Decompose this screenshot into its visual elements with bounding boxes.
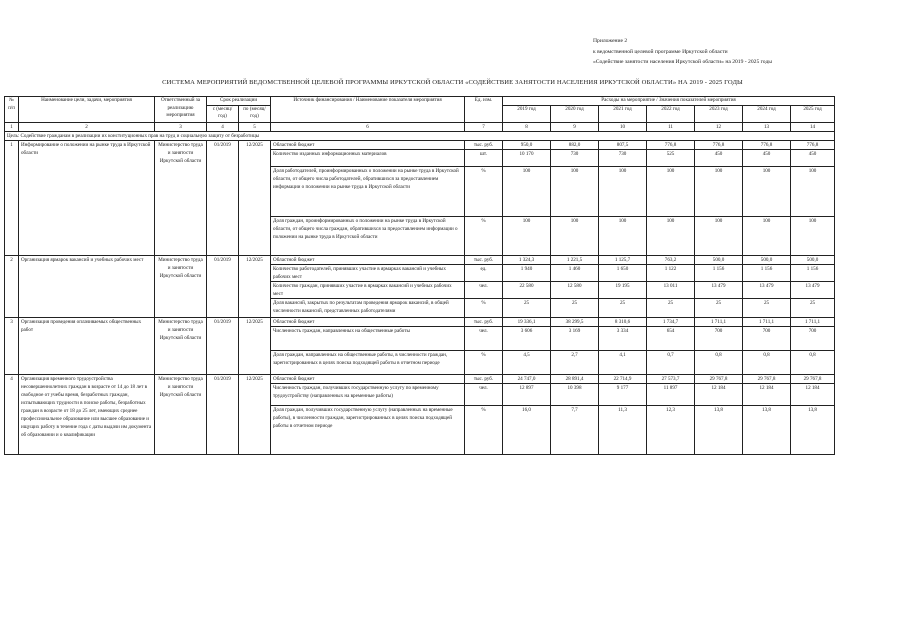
- header-name: Наименование цели, задачи, мероприятия: [19, 97, 155, 123]
- indicator-value: 730: [599, 149, 647, 166]
- indicator-value: 22 714,9: [599, 374, 647, 383]
- indicator-value: 500,0: [791, 255, 835, 264]
- indicator-name: Областной бюджет: [271, 140, 465, 149]
- indicator-value: 100: [551, 166, 599, 216]
- indicator-value: 10 170: [503, 149, 551, 166]
- header-year: 2020 год: [551, 105, 599, 122]
- header-year: 2023 год: [695, 105, 743, 122]
- item-term-to: 12/2025: [239, 140, 271, 255]
- indicator-value: 25: [743, 298, 791, 317]
- indicator-value: 1 734,7: [647, 317, 695, 326]
- item-name: Организация временного трудоустройства несовершеннолетних граждан в возрасте от 14 до 18 лет в свободное от учебы время, безработных граждан, испытывающих трудности в поиске работы, безработных граждан в возрасте от 18 до 25 лет, имеющих среднее профессиональное образование или высшее образование и ищущих работу в течение года с даты выдачи им документа об образовании и о квалификации: [19, 374, 155, 454]
- header-unit: Ед. изм.: [465, 97, 503, 123]
- indicator-value: 12 184: [695, 383, 743, 405]
- appendix-note: [593, 36, 893, 68]
- indicator-unit: тыс. руб.: [465, 255, 503, 264]
- indicator-value: 700: [791, 326, 835, 350]
- indicator-name: Численность граждан, получивших государственную услугу по временному трудоустройству (направленных на временные работы): [271, 383, 465, 405]
- indicator-value: 11 897: [647, 383, 695, 405]
- indicator-value: 10 398: [551, 383, 599, 405]
- indicator-value: 13,8: [791, 405, 835, 454]
- item-term-to: 12/2025: [239, 374, 271, 454]
- indicator-value: 1 221,5: [551, 255, 599, 264]
- item-number: 4: [5, 374, 19, 454]
- indicator-value: 29 767,8: [743, 374, 791, 383]
- indicator-unit: %: [465, 350, 503, 374]
- indicator-value: 12 184: [791, 383, 835, 405]
- column-number: 4: [207, 122, 239, 131]
- indicator-value: 100: [599, 166, 647, 216]
- indicator-name: Доля вакансий, закрытых по результатам проведения ярмарок вакансий, в общей численности вакансий, представленных работодателями: [271, 298, 465, 317]
- column-number: 12: [695, 122, 743, 131]
- indicator-value: 100: [791, 216, 835, 255]
- indicator-value: 19 195: [599, 281, 647, 298]
- indicator-value: 500,0: [743, 255, 791, 264]
- column-number: 13: [743, 122, 791, 131]
- appendix-line-3: «Содействие занятости населения Иркутской области» на 2019 - 2025 годы: [593, 59, 773, 65]
- indicator-value: 100: [647, 166, 695, 216]
- indicator-value: 24 747,0: [503, 374, 551, 383]
- goal-row: [5, 131, 835, 140]
- column-number: 8: [503, 122, 551, 131]
- item-term-from: 01/2019: [207, 140, 239, 255]
- indicator-value: 4,1: [599, 350, 647, 374]
- indicator-value: 25: [551, 298, 599, 317]
- indicator-value: 776,8: [647, 140, 695, 149]
- indicator-value: 100: [695, 216, 743, 255]
- header-term-to: по (месяц/год): [239, 105, 271, 122]
- indicator-name: Доля граждан, направленных на общественные работы, в численности граждан, зарегистрированных в целях поиска подходящей работы в отчетном периоде: [271, 350, 465, 374]
- indicator-unit: %: [465, 405, 503, 454]
- indicator-value: 11,3: [599, 405, 647, 454]
- indicator-name: Областной бюджет: [271, 374, 465, 383]
- indicator-value: 13 479: [791, 281, 835, 298]
- indicator-value: 29 767,8: [791, 374, 835, 383]
- column-number: 10: [599, 122, 647, 131]
- indicator-unit: шт.: [465, 149, 503, 166]
- indicator-value: 100: [647, 216, 695, 255]
- indicator-value: 25: [695, 298, 743, 317]
- indicator-value: 25: [503, 298, 551, 317]
- indicator-value: 700: [743, 326, 791, 350]
- document-title: СИСТЕМА МЕРОПРИЯТИЙ ВЕДОМСТВЕННОЙ ЦЕЛЕВОЙ ПРОГРАММЫ ИРКУТСКОЙ ОБЛАСТИ «СОДЕЙСТВИЕ ЗАНЯТОСТИ НАСЕЛЕНИЯ ИРКУТСКОЙ ОБЛАСТИ» НА 2019 - 2025 ГОДЫ: [162, 79, 743, 86]
- indicator-value: 1 156: [743, 264, 791, 281]
- indicator-value: 700: [695, 326, 743, 350]
- indicator-value: 0,8: [695, 350, 743, 374]
- header-term-from: с (месяц/год): [207, 105, 239, 122]
- indicator-value: 1 122: [647, 264, 695, 281]
- indicator-name: Количество изданных информационных материалов: [271, 149, 465, 166]
- indicator-unit: чел.: [465, 383, 503, 405]
- indicator-value: 25: [647, 298, 695, 317]
- indicator-value: 450: [791, 149, 835, 166]
- indicator-value: 8 310,6: [599, 317, 647, 326]
- indicator-unit: тыс. руб.: [465, 374, 503, 383]
- column-number: 3: [155, 122, 207, 131]
- indicator-value: 4,5: [503, 350, 551, 374]
- column-number: 11: [647, 122, 695, 131]
- indicator-unit: %: [465, 298, 503, 317]
- indicator-value: 25: [791, 298, 835, 317]
- indicator-value: 0,8: [743, 350, 791, 374]
- indicator-value: 13 479: [695, 281, 743, 298]
- indicator-value: 100: [503, 216, 551, 255]
- indicator-value: 16,0: [503, 405, 551, 454]
- indicator-row: [5, 255, 835, 264]
- indicator-value: 100: [791, 166, 835, 216]
- item-term-from: 01/2019: [207, 374, 239, 454]
- indicator-value: 38 299,5: [551, 317, 599, 326]
- indicator-value: 1 711,1: [791, 317, 835, 326]
- indicator-value: 100: [503, 166, 551, 216]
- indicator-value: 9 177: [599, 383, 647, 405]
- indicator-value: 1 711,1: [695, 317, 743, 326]
- header-year: 2019 год: [503, 105, 551, 122]
- item-number: 2: [5, 255, 19, 317]
- indicator-value: 100: [551, 216, 599, 255]
- header-year: 2025 год: [791, 105, 835, 122]
- indicator-value: 12 184: [743, 383, 791, 405]
- item-executor: Министерство труда и занятости Иркутской области: [155, 317, 207, 374]
- indicator-name: Количество граждан, принявших участие в ярмарках вакансий и учебных рабочих мест: [271, 281, 465, 298]
- indicator-value: 1 156: [791, 264, 835, 281]
- indicator-value: 882,0: [551, 140, 599, 149]
- indicator-value: 1 156: [695, 264, 743, 281]
- indicator-value: 525: [647, 149, 695, 166]
- item-executor: Министерство труда и занятости Иркутской области: [155, 140, 207, 255]
- indicator-value: 25: [599, 298, 647, 317]
- header-year: 2022 год: [647, 105, 695, 122]
- indicator-name: Доля работодателей, проинформированных о положении на рынке труда в Иркутской области, от общего числа работодателей, обратившихся за предоставлением информации о положении на рынке труда в Иркутской области: [271, 166, 465, 216]
- indicator-value: 763,2: [647, 255, 695, 264]
- item-term-to: 12/2025: [239, 255, 271, 317]
- indicator-value: 12 897: [503, 383, 551, 405]
- indicator-unit: ед.: [465, 264, 503, 281]
- indicator-row: [5, 140, 835, 149]
- measures-table: [4, 96, 835, 455]
- indicator-value: 13,8: [743, 405, 791, 454]
- item-name: Организация проведения оплачиваемых общественных работ: [19, 317, 155, 374]
- indicator-unit: тыс. руб.: [465, 317, 503, 326]
- indicator-value: 500,0: [695, 255, 743, 264]
- indicator-value: 13 479: [743, 281, 791, 298]
- item-number: 1: [5, 140, 19, 255]
- indicator-value: 1 711,1: [743, 317, 791, 326]
- appendix-line-1: Приложение 2: [593, 38, 628, 44]
- column-number-row: [5, 122, 835, 131]
- column-number: 9: [551, 122, 599, 131]
- indicator-value: 807,5: [599, 140, 647, 149]
- indicator-name: Областной бюджет: [271, 317, 465, 326]
- header-year: 2021 год: [599, 105, 647, 122]
- item-term-from: 01/2019: [207, 255, 239, 317]
- header-term: Срок реализации: [207, 97, 271, 106]
- indicator-value: 654: [647, 326, 695, 350]
- indicator-value: 776,8: [743, 140, 791, 149]
- indicator-unit: тыс. руб.: [465, 140, 503, 149]
- indicator-value: 0,7: [647, 350, 695, 374]
- indicator-value: 2,7: [551, 350, 599, 374]
- indicator-value: 19 336,1: [503, 317, 551, 326]
- indicator-value: 3 606: [503, 326, 551, 350]
- indicator-row: [5, 317, 835, 326]
- column-number: 2: [19, 122, 155, 131]
- indicator-name: Областной бюджет: [271, 255, 465, 264]
- header-executor: Ответственный за реализацию мероприятия: [155, 97, 207, 123]
- indicator-value: 100: [599, 216, 647, 255]
- indicator-unit: %: [465, 216, 503, 255]
- item-name: Информирование о положении на рынке труда в Иркутской области: [19, 140, 155, 255]
- indicator-value: 7,7: [551, 405, 599, 454]
- column-number: 14: [791, 122, 835, 131]
- item-executor: Министерство труда и занятости Иркутской области: [155, 255, 207, 317]
- indicator-row: [5, 374, 835, 383]
- indicator-value: 776,8: [791, 140, 835, 149]
- item-term-from: 01/2019: [207, 317, 239, 374]
- indicator-unit: чел.: [465, 326, 503, 350]
- indicator-value: 12 580: [551, 281, 599, 298]
- indicator-value: 1 650: [599, 264, 647, 281]
- column-number: 7: [465, 122, 503, 131]
- indicator-value: 730: [551, 149, 599, 166]
- column-number: 6: [271, 122, 465, 131]
- indicator-value: 3 169: [551, 326, 599, 350]
- appendix-line-2: к ведомственной целевой программе Иркутской области: [593, 48, 728, 55]
- indicator-value: 29 767,8: [695, 374, 743, 383]
- indicator-value: 100: [743, 166, 791, 216]
- item-term-to: 12/2025: [239, 317, 271, 374]
- indicator-value: 0,8: [791, 350, 835, 374]
- indicator-value: 1 940: [503, 264, 551, 281]
- indicator-name: Численность граждан, направленных на общественные работы: [271, 326, 465, 350]
- indicator-value: 450: [695, 149, 743, 166]
- indicator-unit: чел.: [465, 281, 503, 298]
- indicator-value: 1 125,7: [599, 255, 647, 264]
- header-year: 2024 год: [743, 105, 791, 122]
- header-expenses: Расходы на мероприятие / Значения показателей мероприятия: [503, 97, 835, 106]
- item-executor: Министерство труда и занятости Иркутской области: [155, 374, 207, 454]
- indicator-value: 450: [743, 149, 791, 166]
- indicator-value: 27 573,7: [647, 374, 695, 383]
- indicator-value: 13,8: [695, 405, 743, 454]
- indicator-value: 776,8: [695, 140, 743, 149]
- indicator-value: 3 334: [599, 326, 647, 350]
- indicator-value: 950,0: [503, 140, 551, 149]
- indicator-value: 100: [743, 216, 791, 255]
- item-name: Организация ярмарок вакансий и учебных рабочих мест: [19, 255, 155, 317]
- column-number: 1: [5, 122, 19, 131]
- indicator-value: 100: [695, 166, 743, 216]
- indicator-name: Количество работодателей, принявших участие в ярмарках вакансий и учебных рабочих мест: [271, 264, 465, 281]
- indicator-name: Доля граждан, проинформированных о положении на рынке труда в Иркутской области, от общего числа граждан, обратившихся за предоставлением информации о положении на рынке труда в Иркутской области: [271, 216, 465, 255]
- indicator-value: 1 460: [551, 264, 599, 281]
- header-num: № п/п: [5, 97, 19, 123]
- indicator-value: 13 011: [647, 281, 695, 298]
- indicator-value: 28 891,4: [551, 374, 599, 383]
- goal-text: Цель: Содействие гражданам в реализации их конституционных прав на труд и социальную защиту от безработицы: [5, 131, 835, 140]
- indicator-value: 1 324,3: [503, 255, 551, 264]
- indicator-value: 22 580: [503, 281, 551, 298]
- indicator-value: 12,3: [647, 405, 695, 454]
- column-number: 5: [239, 122, 271, 131]
- item-number: 3: [5, 317, 19, 374]
- indicator-name: Доля граждан, получивших государственную услугу (направленных на временные работы), в численности граждан, зарегистрированных в целях поиска подходящей работы в отчетном периоде: [271, 405, 465, 454]
- header-indicator: Источник финансирования / Наименование показателя мероприятия: [271, 97, 465, 123]
- indicator-unit: %: [465, 166, 503, 216]
